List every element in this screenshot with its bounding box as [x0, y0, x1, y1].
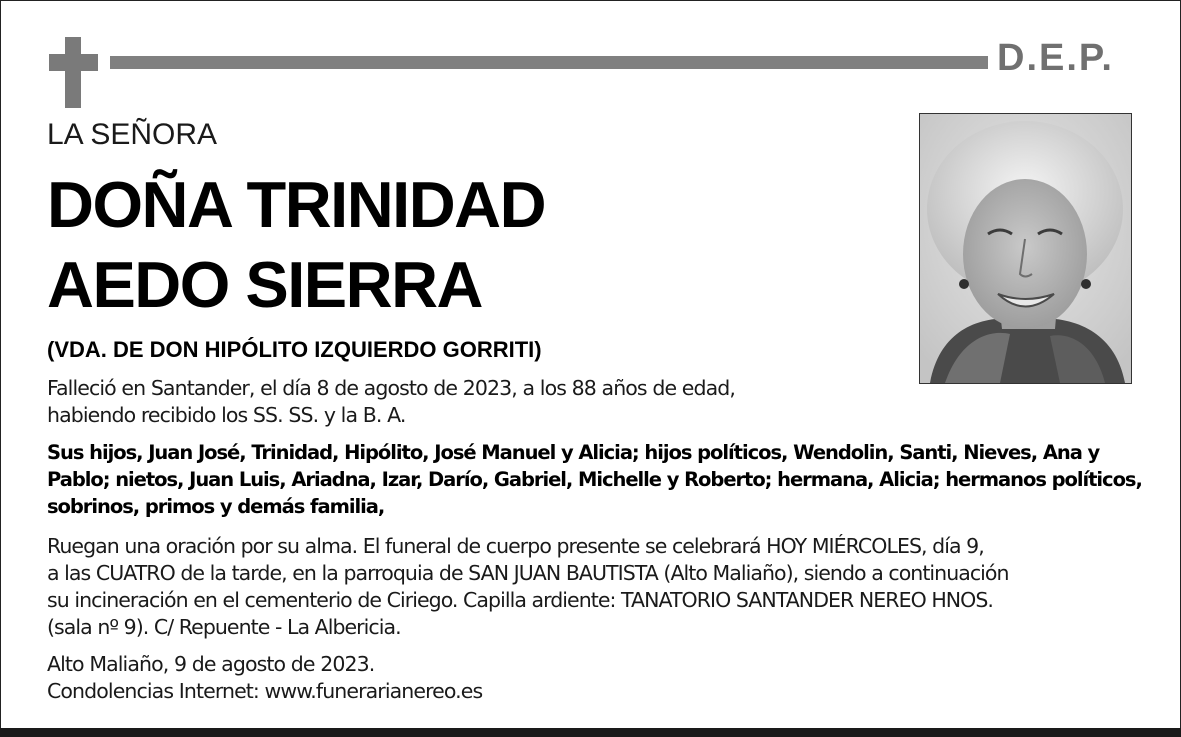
family-line: Sus hijos, Juan José, Trinidad, Hipólito, José Manuel y Alicia; hijos políticos, Wendolin, Santi, Nieves, Ana y: [47, 441, 1100, 464]
death-paragraph: [47, 375, 735, 429]
deceased-name-line2: AEDO SIERRA: [47, 248, 482, 321]
family-paragraph: [47, 439, 1142, 520]
bottom-border: [0, 728, 1181, 737]
family-line: sobrinos, primos y demás familia,: [47, 495, 385, 518]
funeral-paragraph: [47, 533, 1009, 641]
family-line: Pablo; nietos, Juan Luis, Ariadna, Izar, Darío, Gabriel, Michelle y Roberto; hermana, Alicia; hermanos políticos,: [47, 468, 1142, 491]
deceased-photo: [919, 113, 1132, 384]
footer-paragraph: [47, 651, 482, 705]
funeral-line: a las CUATRO de la tarde, en la parroquia de SAN JUAN BAUTISTA (Alto Maliaño), siendo a continuación: [47, 561, 1009, 585]
death-line: habiendo recibido los SS. SS. y la B. A.: [47, 403, 406, 427]
cross-icon: [65, 37, 81, 108]
deceased-title: LA SEÑORA: [47, 118, 218, 151]
funeral-line: (sala nº 9). C/ Repuente - La Albericia.: [47, 615, 401, 639]
deceased-name-line1: DOÑA TRINIDAD: [47, 168, 546, 241]
condolences-line: Condolencias Internet: www.funerarianereo.es: [47, 679, 483, 703]
cross-icon-bar: [49, 54, 98, 71]
date-line: Alto Maliaño, 9 de agosto de 2023.: [47, 652, 375, 676]
funeral-line: Ruegan una oración por su alma. El funeral de cuerpo presente se celebrará HOY MIÉRCOLES, día 9,: [47, 534, 984, 558]
dep-label: D.E.P.: [997, 37, 1114, 79]
header-rule: [110, 56, 988, 69]
funeral-line: su incineración en el cementerio de Ciriego. Capilla ardiente: TANATORIO SANTANDER NEREO HNOS.: [47, 588, 993, 612]
widow-of: (VDA. DE DON HIPÓLITO IZQUIERDO GORRITI): [47, 337, 542, 362]
death-line: Falleció en Santander, el día 8 de agosto de 2023, a los 88 años de edad,: [47, 376, 735, 400]
